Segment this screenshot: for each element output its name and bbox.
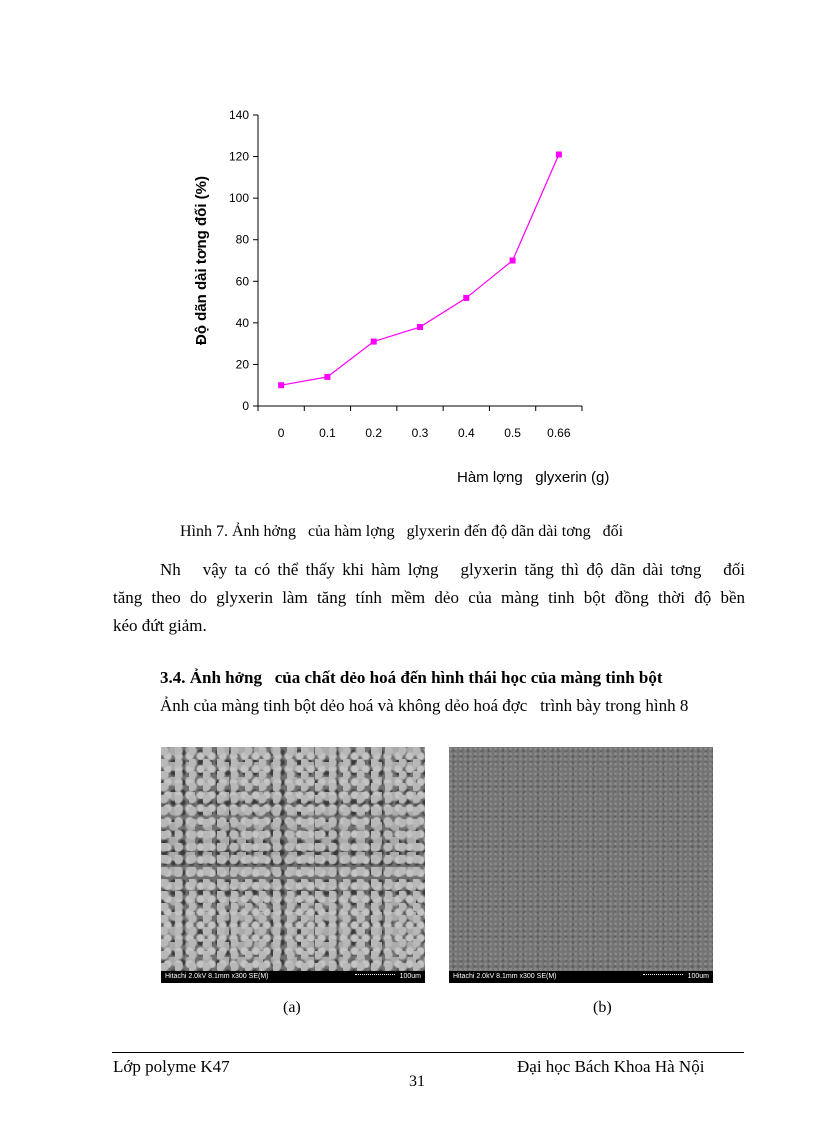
figure-caption: Hình 7. Ảnh hởng của hàm lợng glyxerin đến độ dãn dài tơng đối <box>180 523 624 540</box>
sem-scale-text: 100um <box>399 973 421 980</box>
paragraph-line: Nh vậy ta có thể thấy khi hàm lợng glyxerin tăng thì độ dãn dài tơng đối <box>160 560 745 579</box>
sem-info-text: Hitachi 2.0kV 8.1mm x300 SE(M) <box>453 973 557 980</box>
section-heading: 3.4. Ảnh hởng của chất dẻo hoá đến hình thái học của màng tinh bột <box>160 668 663 687</box>
x-tick-label: 0.5 <box>504 426 521 440</box>
y-tick-label: 120 <box>228 149 249 164</box>
footer-divider <box>112 1052 744 1053</box>
sem-info-text: Hitachi 2.0kV 8.1mm x300 SE(M) <box>165 973 269 980</box>
chart-x-axis-label: Hàm lợng glyxerin (g) <box>457 469 610 486</box>
body-paragraph <box>113 556 745 640</box>
data-point <box>371 339 377 345</box>
y-tick-label: 140 <box>228 108 249 122</box>
sem-info-bar <box>161 971 425 983</box>
page-number: 31 <box>409 1073 425 1090</box>
scale-bar <box>355 974 395 979</box>
x-tick-label: 0 <box>277 426 285 440</box>
x-tick-label: 0.66 <box>547 426 571 440</box>
data-point <box>463 295 469 301</box>
scale-bar <box>643 974 683 979</box>
sem-image-a <box>161 747 425 983</box>
image-label-a: (a) <box>283 999 301 1016</box>
data-point <box>324 374 330 380</box>
data-point <box>417 324 423 330</box>
y-tick-label: 0 <box>242 399 249 413</box>
section-body: Ảnh của màng tinh bột dẻo hoá và không dẻo hoá đợc trình bày trong hình 8 <box>160 696 689 715</box>
data-point <box>278 382 284 388</box>
y-tick-label: 20 <box>235 357 249 372</box>
footer-right-text: Đại học Bách Khoa Hà Nội <box>517 1057 705 1076</box>
paragraph-line: kéo đứt giảm. <box>113 616 207 635</box>
x-tick-label: 0.4 <box>457 426 475 440</box>
data-point <box>510 258 516 264</box>
image-label-b: (b) <box>593 999 612 1016</box>
chart-y-axis-label: Độ dãn dài tơng đối (%) <box>193 176 210 345</box>
x-tick-label: 0.2 <box>365 426 383 440</box>
y-tick-label: 100 <box>228 191 249 206</box>
x-tick-label: 0.1 <box>319 426 336 440</box>
sem-scale-text: 100um <box>687 973 709 980</box>
y-tick-label: 80 <box>235 232 249 247</box>
sem-info-bar <box>449 971 713 983</box>
sem-image-b <box>449 747 713 983</box>
paragraph-line: tăng theo do glyxerin làm tăng tính mềm dẻo của màng tinh bột đồng thời độ bền <box>113 588 745 607</box>
y-tick-label: 60 <box>235 274 249 289</box>
footer-left-text: Lớp polyme K47 <box>113 1057 230 1076</box>
y-tick-label: 40 <box>235 315 249 330</box>
data-point <box>556 151 562 157</box>
line-chart <box>170 95 610 455</box>
series-line <box>281 154 559 385</box>
x-tick-label: 0.3 <box>411 426 429 440</box>
